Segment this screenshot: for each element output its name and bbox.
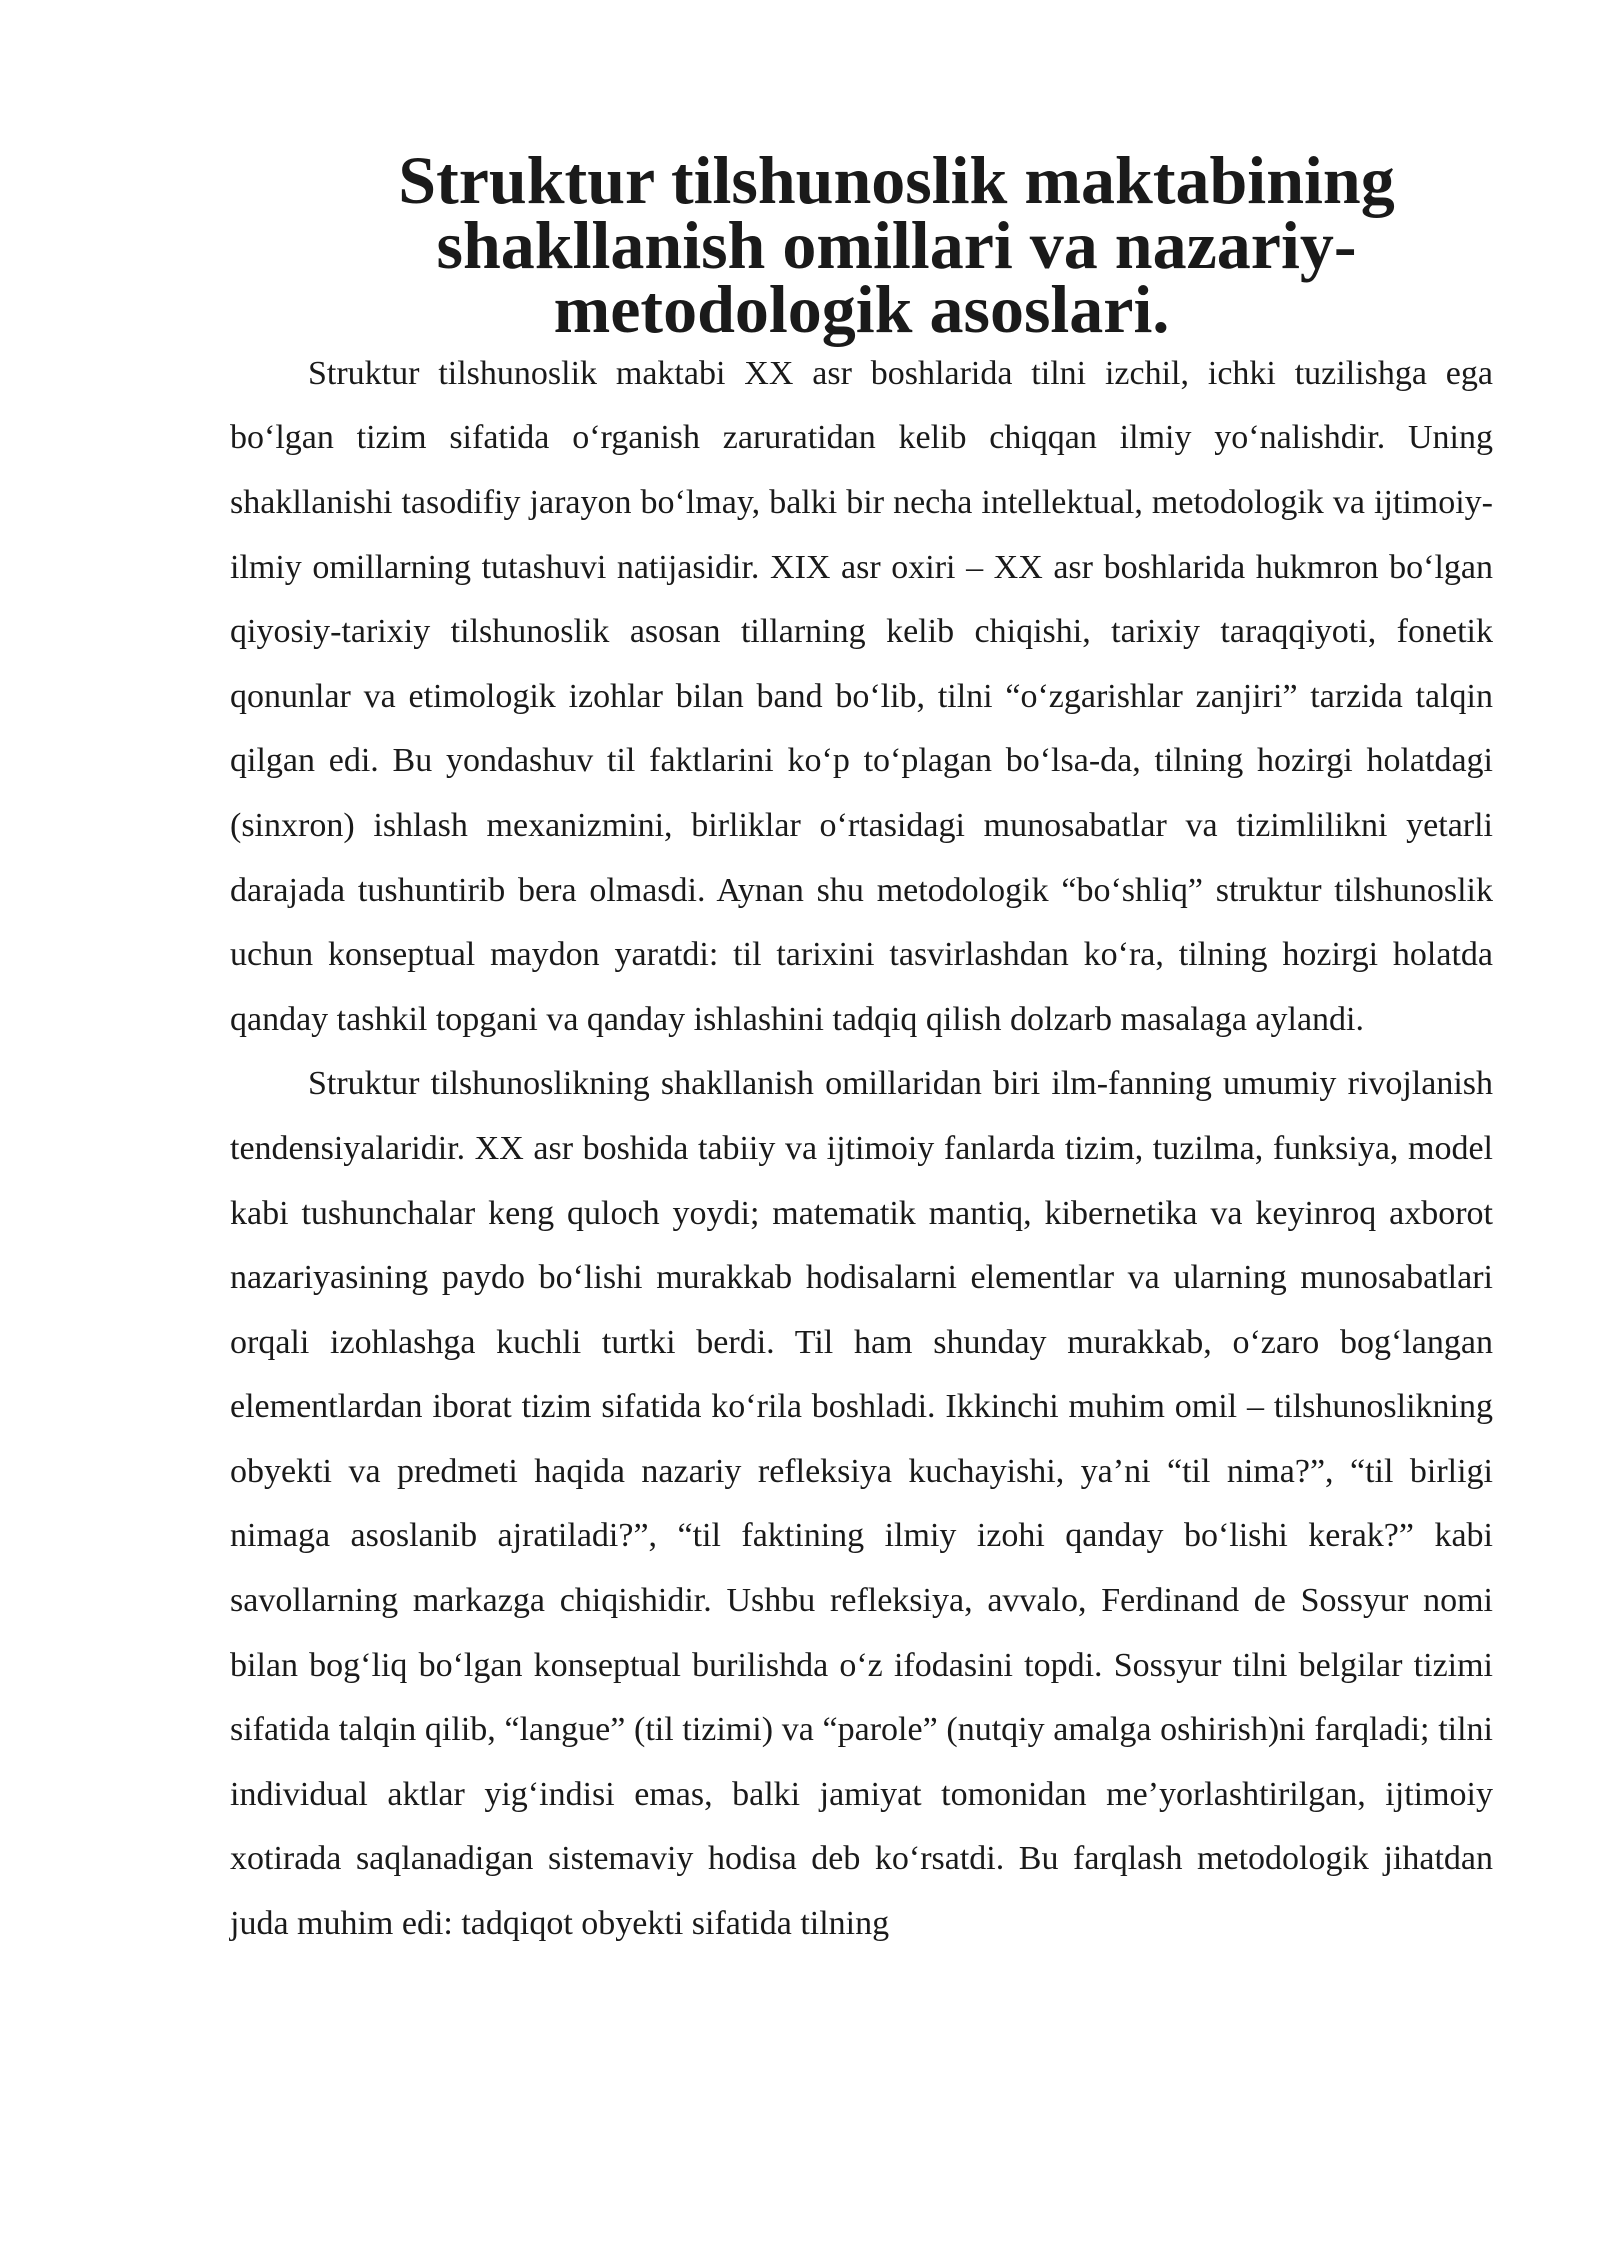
document-title bbox=[230, 142, 1493, 348]
title-line-2: metodologik asoslari. bbox=[553, 271, 1170, 348]
document-body bbox=[230, 142, 1493, 1957]
paragraph-1: Struktur tilshunoslik maktabi XX asr boshlarida tilni izchil, ichki tuzilishga ega bo‘lgan tizim sifatida o‘rganish zaruratidan kelib chiqqan ilmiy yo‘nalishdir. Uning shakllanishi tasodifiy jarayon bo‘lmay, balki bir necha intellektual, metodologik va ijtimoiy-ilmiy omillarning tutashuvi natijasidir. XIX asr oxiri – XX asr boshlarida hukmron bo‘lgan qiyosiy-tarixiy tilshunoslik asosan tillarning kelib chiqishi, tarixiy taraqqiyoti, fonetik qonunlar va etimologik izohlar bilan band bo‘lib, tilni “o‘zgarishlar zanjiri” tarzida talqin qilgan edi. Bu yondashuv til faktlarini ko‘p to‘plagan bo‘lsa-da, tilning hozirgi holatdagi (sinxron) ishlash mexanizmini, birliklar o‘rtasidagi munosabatlar va tizimlilikni yetarli darajada tushuntirib bera olmasdi. Aynan shu metodologik “bo‘shliq” struktur tilshunoslik uchun konseptual maydon yaratdi: til tarixini tasvirlashdan ko‘ra, tilning hozirgi holatda qanday tashkil topgani va qanday ishlashini tadqiq qilish dolzarb masalaga aylandi. bbox=[230, 354, 1493, 1038]
paragraph-2: Struktur tilshunoslikning shakllanish omillaridan biri ilm-fanning umumiy rivojlanish tendensiyalaridir. XX asr boshida tabiiy va ijtimoiy fanlarda tizim, tuzilma, funksiya, model kabi tushunchalar keng quloch yoydi; matematik mantiq, kibernetika va keyinroq axborot nazariyasining paydo bo‘lishi murakkab hodisalarni elementlar va ularning munosabatlari orqali izohlashga kuchli turtki berdi. Til ham shunday murakkab, o‘zaro bog‘langan elementlardan iborat tizim sifatida ko‘rila boshladi. Ikkinchi muhim omil – tilshunoslikning obyekti va predmeti haqida nazariy refleksiya kuchayishi, ya’ni “til nima?”, “til birligi nimaga asoslanib ajratiladi?”, “til faktining ilmiy izohi qanday bo‘lishi kerak?” kabi savollarning markazga chiqishidir. Ushbu refleksiya, avvalo, Ferdinand de Sossyur nomi bilan bog‘liq bo‘lgan konseptual burilishda o‘z ifodasini topdi. Sossyur tilni belgilar tizimi sifatida talqin qilib, “langue” (til tizimi) va “parole” (nutqiy amalga oshirish)ni farqladi; tilni individual aktlar yig‘indisi emas, balki jamiyat tomonidan me’yorlashtirilgan, ijtimoiy xotirada saqlanadigan sistemaviy hodisa deb ko‘rsatdi. Bu farqlash metodologik jihatdan juda muhim edi: tadqiqot obyekti sifatida tilning bbox=[230, 1065, 1493, 1943]
title-line-1: Struktur tilshunoslik maktabining shakllanish omillari va nazariy- bbox=[398, 142, 1395, 283]
